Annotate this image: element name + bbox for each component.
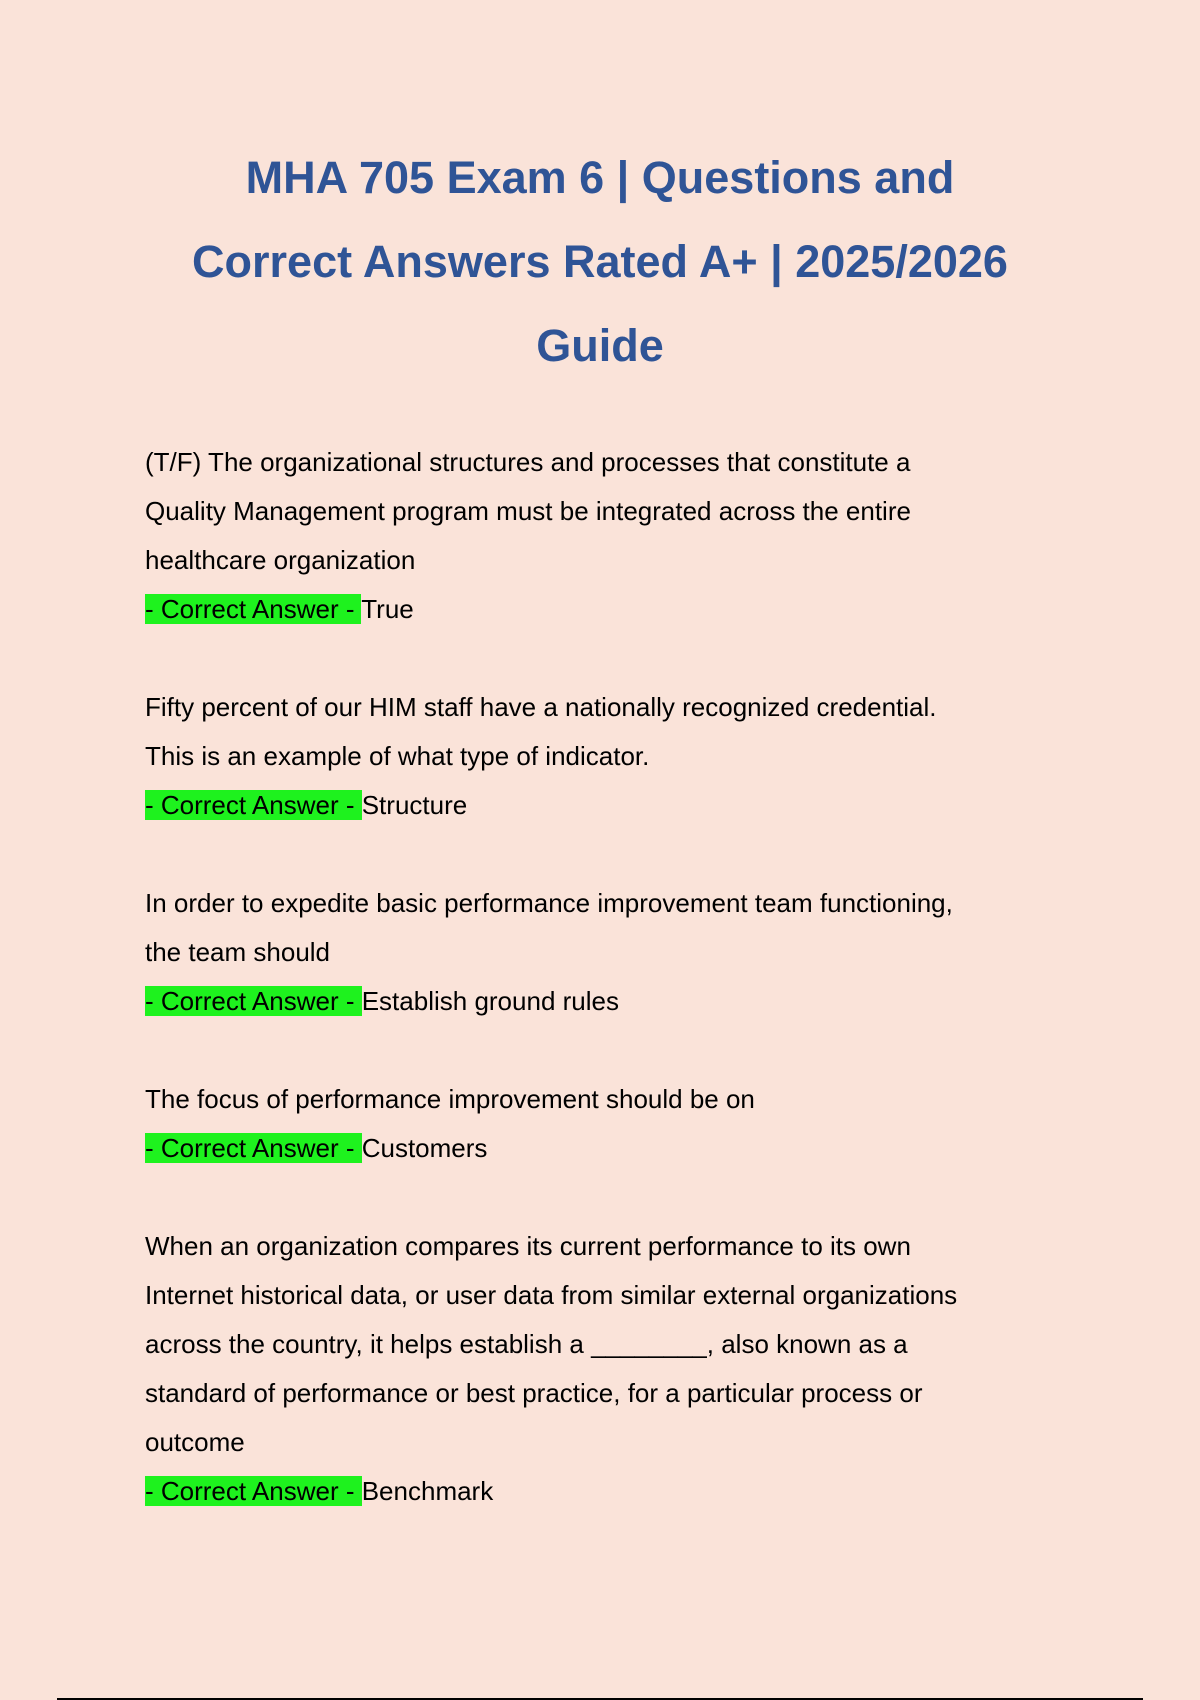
question-line: across the country, it helps establish a ________, also known as a bbox=[145, 1329, 908, 1359]
answer-text: Customers bbox=[361, 1133, 488, 1163]
question-line: (T/F) The organizational structures and processes that constitute a bbox=[145, 447, 911, 477]
question-line: This is an example of what type of indicator. bbox=[145, 741, 650, 771]
question-line: The focus of performance improvement should be on bbox=[145, 1084, 755, 1114]
question-line: Internet historical data, or user data from similar external organizations bbox=[145, 1280, 958, 1310]
question-text bbox=[145, 879, 1045, 977]
answer-text: Structure bbox=[361, 790, 468, 820]
question-line: the team should bbox=[145, 937, 331, 967]
question-line: outcome bbox=[145, 1427, 245, 1457]
qa-list bbox=[145, 438, 1045, 1565]
title-line: Guide bbox=[536, 320, 664, 371]
qa-item bbox=[145, 683, 1045, 830]
correct-answer-tag: - Correct Answer - bbox=[145, 1476, 362, 1506]
answer-text: Benchmark bbox=[361, 1476, 494, 1506]
title-line: Correct Answers Rated A+ | 2025/2026 bbox=[192, 236, 1008, 287]
question-line: Quality Management program must be integrated across the entire bbox=[145, 496, 911, 526]
question-line: healthcare organization bbox=[145, 545, 416, 575]
qa-item bbox=[145, 438, 1045, 634]
question-line: In order to expedite basic performance improvement team functioning, bbox=[145, 888, 953, 918]
question-text bbox=[145, 683, 1045, 781]
title-line: MHA 705 Exam 6 | Questions and bbox=[245, 152, 955, 203]
question-text bbox=[145, 1222, 1045, 1467]
qa-item bbox=[145, 879, 1045, 1026]
qa-item bbox=[145, 1075, 1045, 1173]
correct-answer-tag: - Correct Answer - bbox=[145, 1133, 362, 1163]
answer-line bbox=[145, 585, 1045, 634]
answer-line bbox=[145, 1467, 1045, 1516]
correct-answer-tag: - Correct Answer - bbox=[145, 986, 362, 1016]
answer-line bbox=[145, 781, 1045, 830]
answer-line bbox=[145, 977, 1045, 1026]
document-title bbox=[100, 136, 1100, 388]
answer-text: True bbox=[361, 594, 414, 624]
correct-answer-tag: - Correct Answer - bbox=[145, 594, 362, 624]
question-line: Fifty percent of our HIM staff have a nationally recognized credential. bbox=[145, 692, 937, 722]
question-text bbox=[145, 1075, 1045, 1124]
answer-line bbox=[145, 1124, 1045, 1173]
qa-item bbox=[145, 1222, 1045, 1516]
answer-text: Establish ground rules bbox=[361, 986, 619, 1016]
question-line: standard of performance or best practice, for a particular process or bbox=[145, 1378, 923, 1408]
question-line: When an organization compares its current performance to its own bbox=[145, 1231, 911, 1261]
question-text bbox=[145, 438, 1045, 585]
correct-answer-tag: - Correct Answer - bbox=[145, 790, 362, 820]
